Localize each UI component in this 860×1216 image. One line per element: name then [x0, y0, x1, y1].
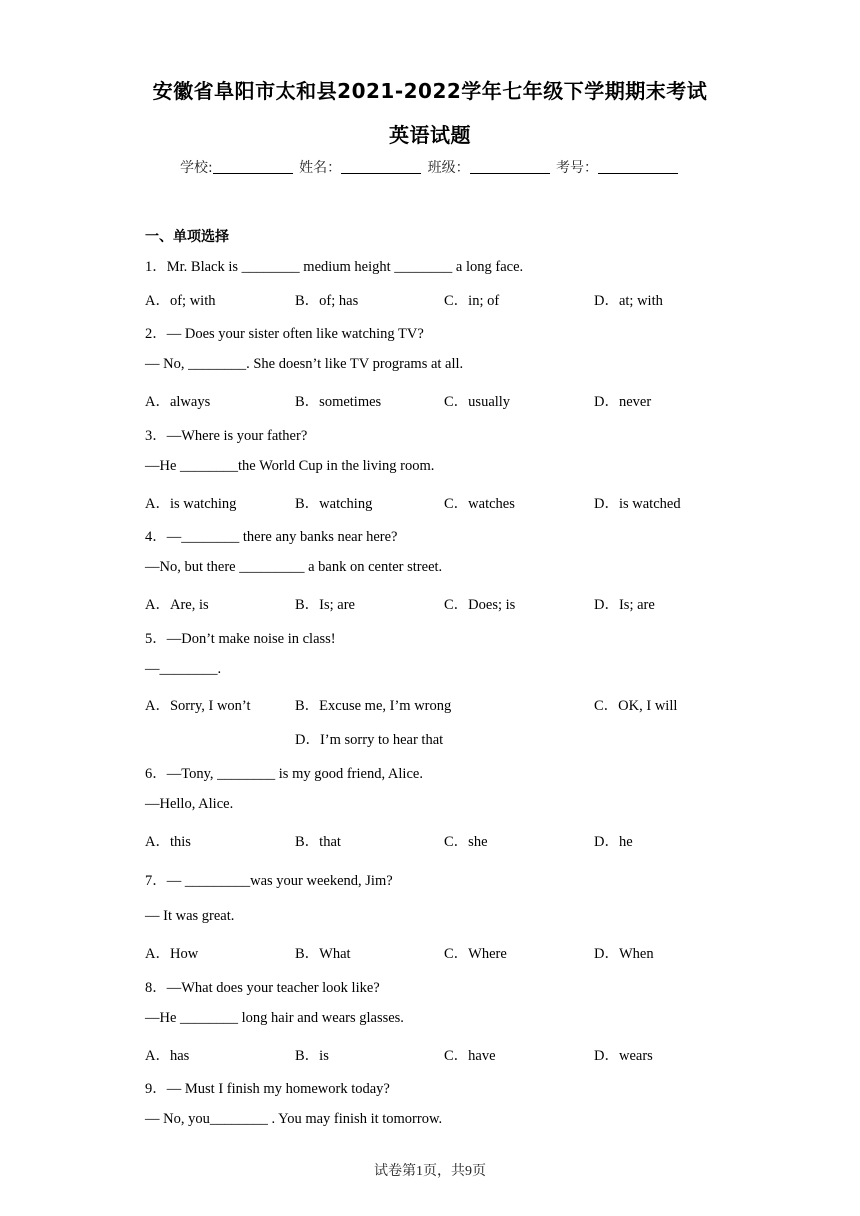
question-8-answer-line: —He ________ long hair and wears glasses.: [145, 1010, 404, 1026]
school-label: 学校:: [179, 160, 213, 176]
q6-option-c: C．she: [444, 834, 488, 850]
q4-option-b: B．Is; are: [295, 597, 355, 613]
page-footer: 试卷第1页，共9页: [374, 1164, 486, 1179]
exam-title-line2: 英语试题: [389, 123, 471, 147]
q5-option-b: B．Excuse me, I’m wrong: [295, 698, 452, 714]
q1-option-d: D．at; with: [594, 293, 663, 309]
class-blank: [470, 159, 550, 174]
q2-option-b: B．sometimes: [295, 394, 382, 410]
exam-title-line1: 安徽省阜阳市太和县2021-2022学年七年级下学期期末考试: [152, 79, 708, 103]
q5-option-c: C．OK, I will: [594, 698, 678, 714]
q8-option-a: A．has: [145, 1048, 190, 1064]
student-info-row: [0, 157, 860, 177]
question-6-text: 6．—Tony, ________ is my good friend, Alice.: [145, 766, 423, 782]
school-blank: [213, 159, 293, 174]
q2-option-c: C．usually: [444, 394, 511, 410]
number-blank: [598, 159, 678, 174]
question-8-text: 8．—What does your teacher look like?: [145, 980, 380, 996]
q7-option-b: B．What: [295, 946, 351, 962]
name-blank: [341, 159, 421, 174]
number-label: 考号：: [556, 160, 599, 176]
section-title: 一、单项选择: [145, 229, 229, 245]
q4-option-c: C．Does; is: [444, 597, 516, 613]
q8-option-c: C．have: [444, 1048, 496, 1064]
question-4-text: 4．—________ there any banks near here?: [145, 529, 398, 545]
q3-option-b: B．watching: [295, 496, 373, 512]
question-7-answer-line: — It was great.: [145, 908, 235, 924]
q1-option-b: B．of; has: [295, 293, 359, 309]
name-label: 姓名：: [299, 160, 342, 176]
question-2-text: 2．— Does your sister often like watching TV?: [145, 326, 424, 342]
q7-option-a: A．How: [145, 946, 199, 962]
question-5-text: 5．—Don’t make noise in class!: [145, 631, 336, 647]
question-5-answer-line: —________.: [145, 661, 222, 677]
question-4-answer-line: —No, but there _________ a bank on center street.: [145, 559, 443, 575]
q1-option-c: C．in; of: [444, 293, 500, 309]
q6-option-b: B．that: [295, 834, 341, 850]
question-1-text: 1．Mr. Black is ________ medium height ________ a long face.: [145, 259, 524, 275]
q3-option-a: A．is watching: [145, 496, 237, 512]
question-2-answer-line: — No, ________. She doesn’t like TV programs at all.: [145, 356, 464, 372]
question-3-text: 3．—Where is your father?: [145, 428, 308, 444]
question-9-text: 9．— Must I finish my homework today?: [145, 1081, 390, 1097]
q4-option-d: D．Is; are: [594, 597, 655, 613]
q2-option-a: A．always: [145, 394, 211, 410]
q1-option-a: A．of; with: [145, 293, 216, 309]
class-label: 班级：: [427, 160, 470, 176]
q8-option-d: D．wears: [594, 1048, 653, 1064]
q3-option-c: C．watches: [444, 496, 515, 512]
q7-option-c: C．Where: [444, 946, 507, 962]
question-9-answer-line: — No, you________ . You may finish it tomorrow.: [145, 1111, 443, 1127]
question-7-text: 7．— _________was your weekend, Jim?: [145, 873, 393, 889]
q6-option-d: D．he: [594, 834, 633, 850]
q2-option-d: D．never: [594, 394, 652, 410]
q3-option-d: D．is watched: [594, 496, 681, 512]
question-3-answer-line: —He ________the World Cup in the living room.: [145, 458, 435, 474]
q6-option-a: A．this: [145, 834, 191, 850]
q7-option-d: D．When: [594, 946, 654, 962]
question-6-answer-line: —Hello, Alice.: [145, 796, 234, 812]
q5-option-d: D．I’m sorry to hear that: [295, 732, 444, 748]
q5-option-a: A．Sorry, I won’t: [145, 698, 251, 714]
q8-option-b: B．is: [295, 1048, 329, 1064]
q4-option-a: A．Are, is: [145, 597, 209, 613]
